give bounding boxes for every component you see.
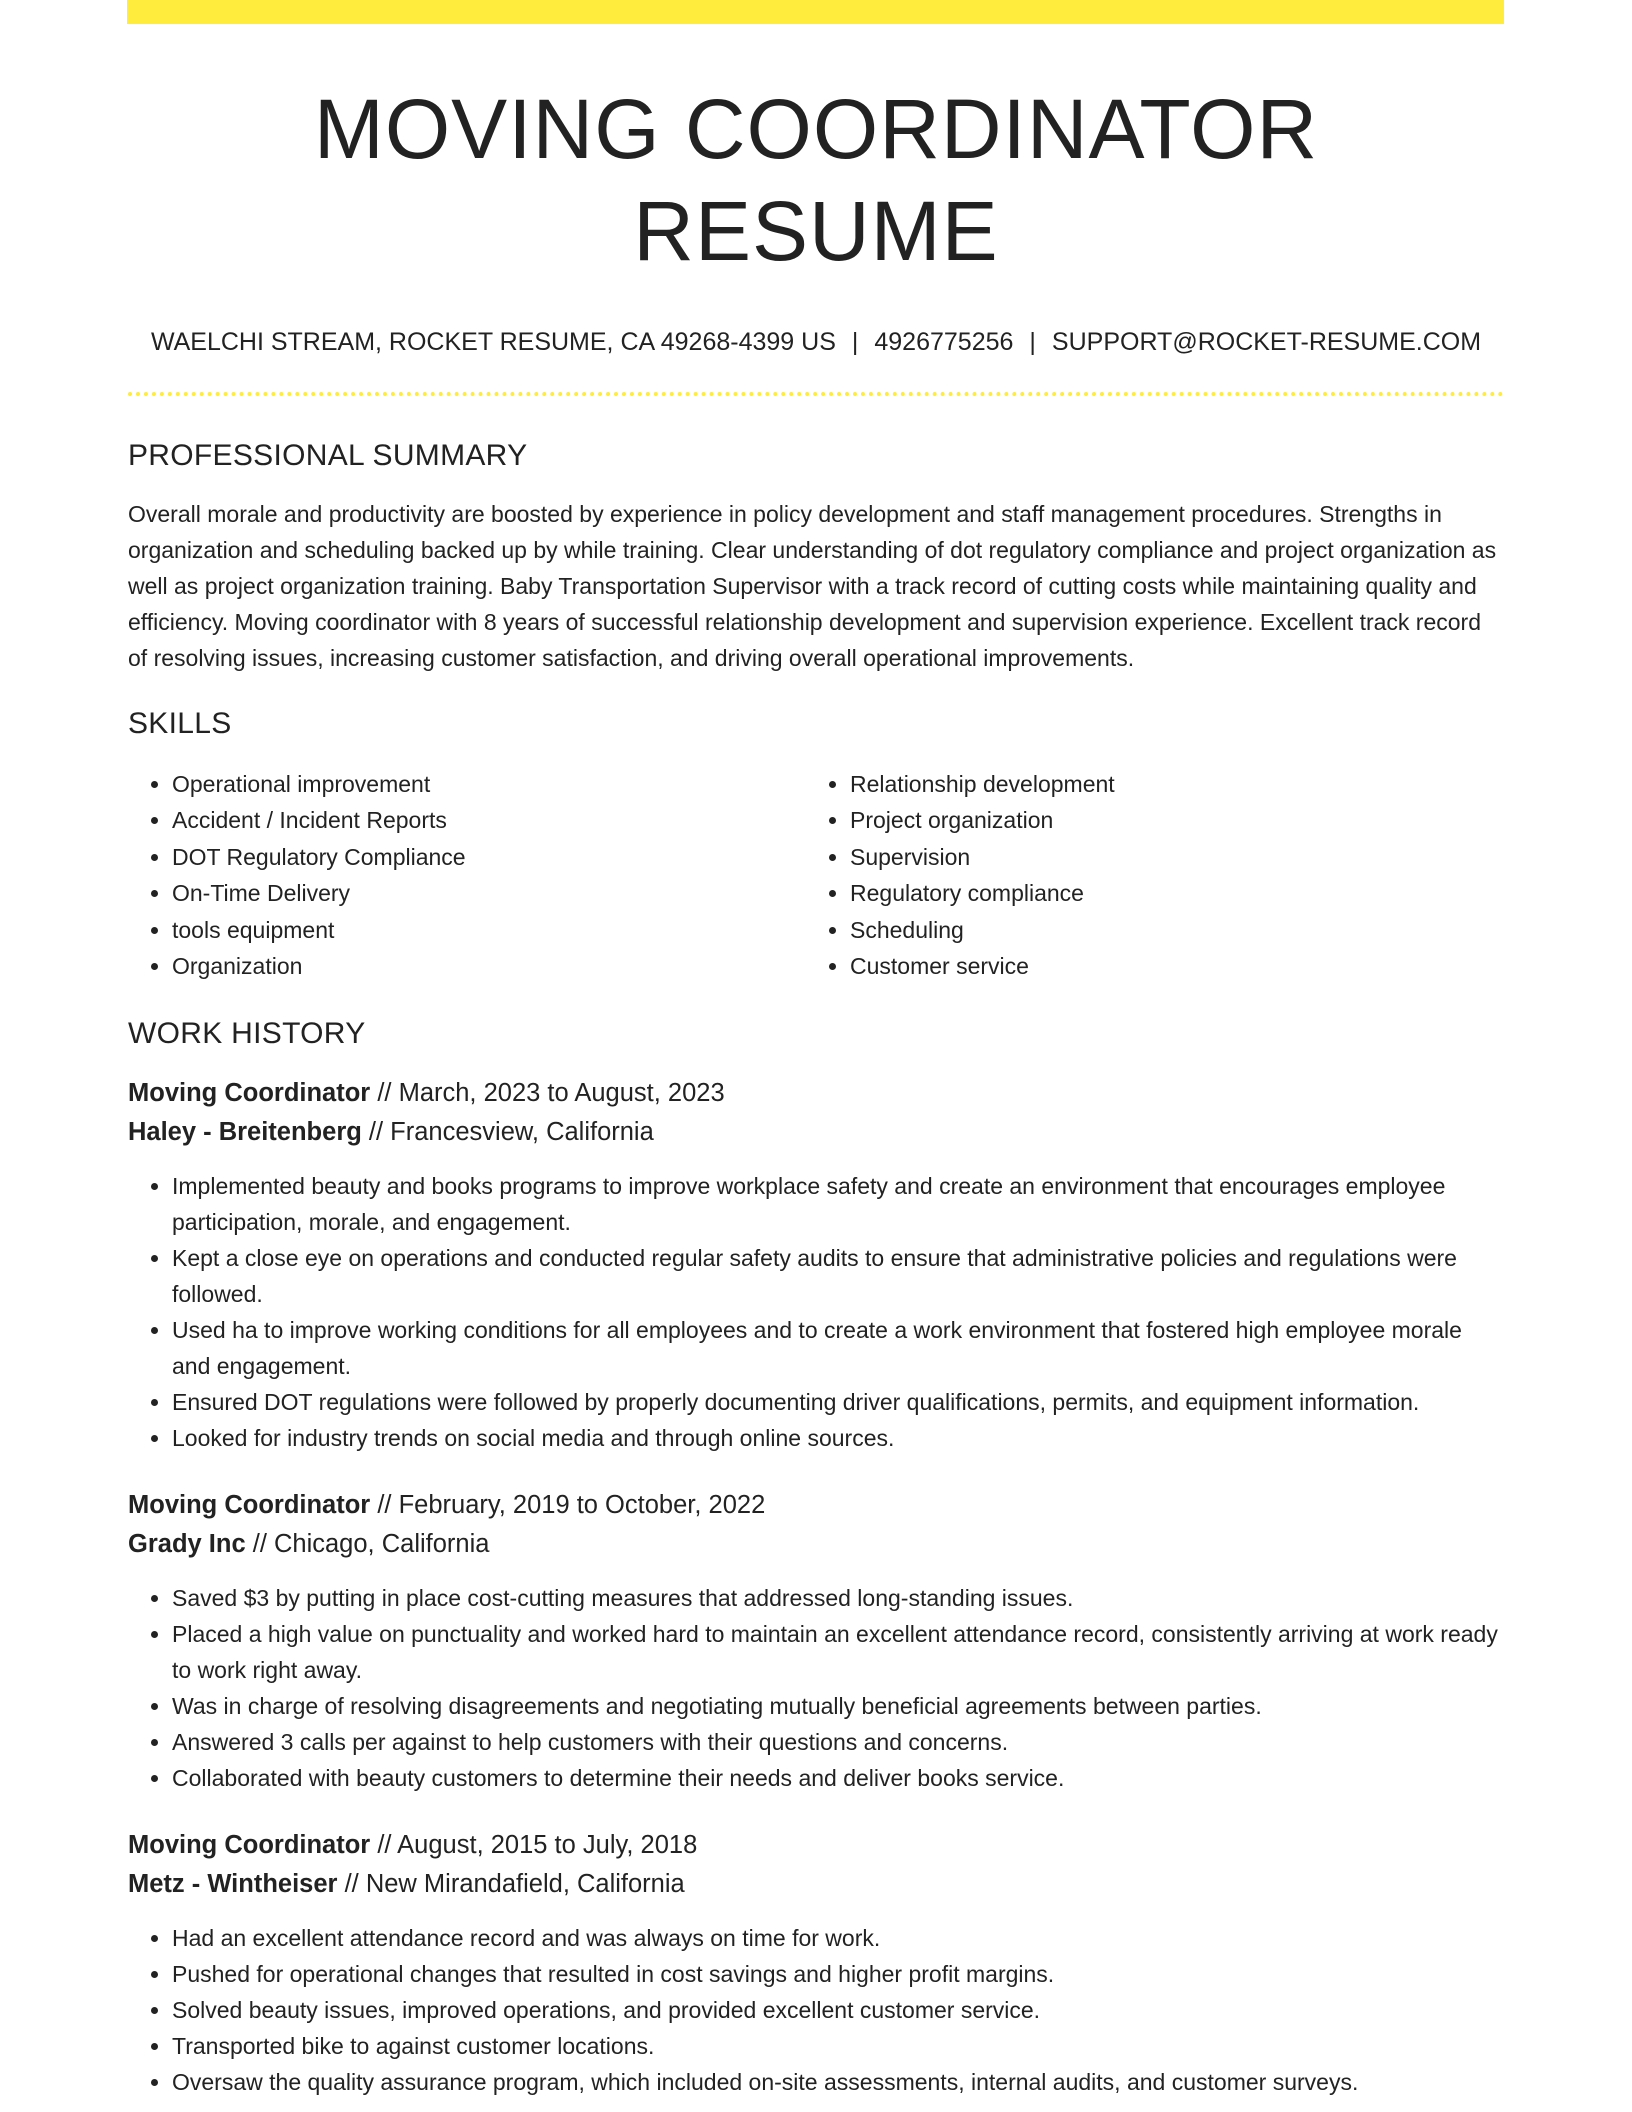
job-bullet: • Implemented beauty and books programs to improve workplace safety and create an environment that encourages employee participation, morale, and engagement. — [172, 1168, 1504, 1240]
job-dates: // August, 2015 to July, 2018 — [377, 1831, 698, 1860]
job-dates: // March, 2023 to August, 2023 — [377, 1079, 725, 1108]
job-location: // Chicago, California — [252, 1530, 490, 1559]
job-title: Moving Coordinator — [128, 1831, 371, 1860]
job-entry — [128, 1826, 1504, 2100]
skills-list-right — [806, 766, 1484, 984]
skill-item: • tools equipment — [172, 912, 806, 948]
job-bullet: • Pushed for operational changes that resulted in cost savings and higher profit margins. — [172, 1956, 1504, 1992]
contact-line — [128, 326, 1504, 358]
job-company: Grady Inc — [128, 1530, 246, 1559]
job-title-line — [128, 1486, 1504, 1525]
job-bullet: • Placed a high value on punctuality and worked hard to maintain an excellent attendance record, consistently arriving at work ready to work right away. — [172, 1616, 1504, 1688]
skill-item: • Customer service — [850, 948, 1484, 984]
job-title: Moving Coordinator — [128, 1491, 371, 1520]
job-title-line — [128, 1074, 1504, 1113]
job-entry — [128, 1486, 1504, 1796]
job-bullet: • Transported bike to against customer locations. — [172, 2028, 1504, 2064]
job-bullet-list — [128, 1920, 1504, 2100]
skill-item: • Organization — [172, 948, 806, 984]
job-company-line — [128, 1865, 1504, 1904]
contact-address: WAELCHI STREAM, ROCKET RESUME, CA 49268-4399 US — [150, 328, 836, 356]
skill-item: • Operational improvement — [172, 766, 806, 802]
job-bullet: • Answered 3 calls per against to help customers with their questions and concerns. — [172, 1724, 1504, 1760]
contact-email: SUPPORT@ROCKET-RESUME.COM — [1051, 328, 1482, 356]
skill-item: • Regulatory compliance — [850, 875, 1484, 911]
job-bullet: • Looked for industry trends on social media and through online sources. — [172, 1420, 1504, 1456]
contact-separator: | — [1029, 328, 1036, 356]
job-dates: // February, 2019 to October, 2022 — [377, 1491, 766, 1520]
skill-item: • Accident / Incident Reports — [172, 802, 806, 838]
skills-grid — [128, 766, 1504, 984]
skill-item: • On-Time Delivery — [172, 875, 806, 911]
job-title: Moving Coordinator — [128, 1079, 371, 1108]
job-company: Metz - Wintheiser — [128, 1870, 338, 1899]
job-bullet-list — [128, 1168, 1504, 1456]
job-company-line — [128, 1525, 1504, 1564]
job-bullet: • Ensured DOT regulations were followed by properly documenting driver qualifications, permits, and equipment information. — [172, 1384, 1504, 1420]
resume-content — [128, 0, 1504, 2100]
skill-item: • Supervision — [850, 839, 1484, 875]
job-title-line — [128, 1826, 1504, 1865]
summary-text: Overall morale and productivity are boosted by experience in policy development and staff management procedures. Strengths in organization and scheduling backed up by while training. Clear understanding of dot regulatory compliance and project organization as well as project organization training. Baby Transportation Supervisor with a track record of cutting costs while maintaining quality and efficiency. Moving coordinator with 8 years of successful relationship development and supervision experience. Excellent track record of resolving issues, increasing customer satisfaction, and driving overall operational improvements. — [128, 501, 1497, 671]
job-entry — [128, 1074, 1504, 1456]
job-bullet: • Was in charge of resolving disagreements and negotiating mutually beneficial agreements between parties. — [172, 1688, 1504, 1724]
skills-list-left — [128, 766, 806, 984]
job-bullet: • Kept a close eye on operations and conducted regular safety audits to ensure that administrative policies and regulations were followed. — [172, 1240, 1504, 1312]
page-title: MOVING COORDINATOR RESUME — [313, 82, 1319, 278]
job-company-line — [128, 1113, 1504, 1152]
job-bullet-list — [128, 1580, 1504, 1796]
dotted-divider — [128, 392, 1504, 396]
job-bullet: • Saved $3 by putting in place cost-cutting measures that addressed long-standing issues. — [172, 1580, 1504, 1616]
skill-item: • Project organization — [850, 802, 1484, 838]
job-bullet: • Oversaw the quality assurance program, which included on-site assessments, internal audits, and customer surveys. — [172, 2064, 1504, 2100]
skill-item: • Relationship development — [850, 766, 1484, 802]
contact-phone: 4926775256 — [874, 328, 1014, 356]
summary-heading: PROFESSIONAL SUMMARY — [128, 439, 528, 472]
skills-heading: SKILLS — [128, 707, 232, 740]
skill-item: • DOT Regulatory Compliance — [172, 839, 806, 875]
job-bullet: • Solved beauty issues, improved operations, and provided excellent customer service. — [172, 1992, 1504, 2028]
job-location: // New Mirandafield, California — [344, 1870, 685, 1899]
job-bullet: • Had an excellent attendance record and was always on time for work. — [172, 1920, 1504, 1956]
skill-item: • Scheduling — [850, 912, 1484, 948]
job-bullet: • Collaborated with beauty customers to determine their needs and deliver books service. — [172, 1760, 1504, 1796]
job-company: Haley - Breitenberg — [128, 1118, 362, 1147]
job-bullet: • Used ha to improve working conditions for all employees and to create a work environment that fostered high employee morale and engagement. — [172, 1312, 1504, 1384]
contact-separator: | — [851, 328, 859, 356]
job-location: // Francesview, California — [368, 1118, 654, 1147]
work-history-heading: WORK HISTORY — [128, 1017, 366, 1051]
